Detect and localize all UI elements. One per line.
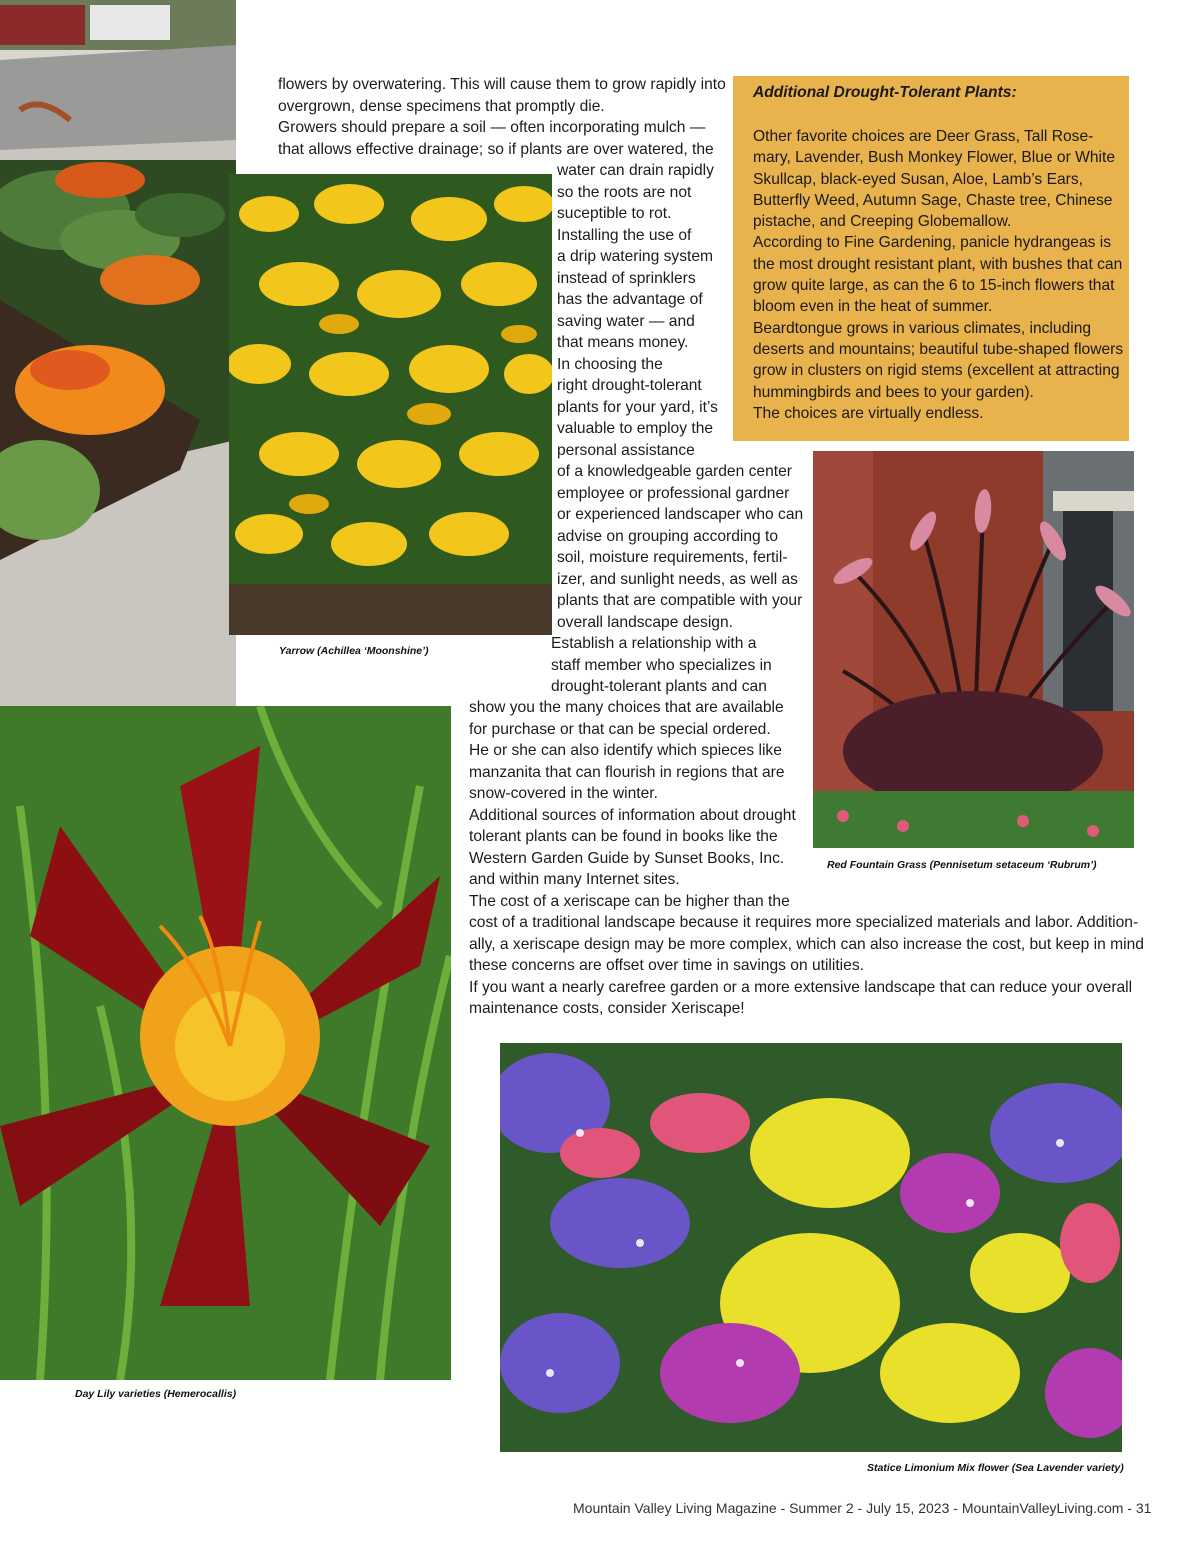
text-line: cost of a traditional landscape because it requires more specialized materials and labor. Addition- xyxy=(469,914,1139,931)
drought-tolerant-sidebar xyxy=(733,76,1129,441)
article-text-mid xyxy=(551,633,772,698)
sidebar-line: pistache, and Creeping Globemallow. xyxy=(753,213,1012,231)
text-line: plants that are compatible with your xyxy=(557,592,803,609)
text-line: overall landscape design. xyxy=(557,613,733,631)
sidebar-body xyxy=(753,126,1123,424)
text-line: izer, and sunlight needs, as well as xyxy=(557,570,798,588)
text-line: water can drain rapidly xyxy=(557,162,714,179)
text-line: Installing the use of xyxy=(557,226,692,244)
text-line: If you want a nearly carefree garden or a more extensive landscape that can reduce your overall xyxy=(469,978,1133,996)
yarrow-photo xyxy=(229,174,552,635)
text-line: show you the many choices that are available xyxy=(469,699,784,716)
text-line: personal assistance xyxy=(557,441,695,459)
text-line: overgrown, dense specimens that promptly die. xyxy=(278,97,605,115)
statice-caption: Statice Limonium Mix flower (Sea Lavender variety) xyxy=(867,1462,1124,1474)
text-line: that allows effective drainage; so if plants are over watered, the xyxy=(278,140,714,158)
text-line: tolerant plants can be found in books like the xyxy=(469,828,778,845)
fountain-grass-caption: Red Fountain Grass (Pennisetum setaceum ‘Rubrum’) xyxy=(827,859,1097,871)
text-line: ally, a xeriscape design may be more complex, which can also increase the cost, but keep in mind xyxy=(469,935,1144,953)
text-line: staff member who specializes in xyxy=(551,656,772,674)
text-line: Growers should prepare a soil — often incorporating mulch — xyxy=(278,119,706,136)
text-line: manzanita that can flourish in regions that are xyxy=(469,763,785,781)
text-line: drought-tolerant plants and can xyxy=(551,678,767,695)
sidebar-line: grow quite large, as can the 6 to 15-inch flowers that xyxy=(753,277,1115,295)
sidebar-line: mary, Lavender, Bush Monkey Flower, Blue or White xyxy=(753,149,1115,167)
text-line: so the roots are not xyxy=(557,183,692,201)
sidebar-line: Beardtongue grows in various climates, including xyxy=(753,319,1092,337)
text-line: advise on grouping according to xyxy=(557,527,779,545)
page-footer: Mountain Valley Living Magazine - Summer 2 - July 15, 2023 - MountainValleyLiving.com - 31 xyxy=(573,1500,1152,1516)
text-line: employee or professional gardner xyxy=(557,484,790,502)
day-lily-photo xyxy=(0,706,451,1380)
sidebar-line: the most drought resistant plant, with bushes that can xyxy=(753,255,1123,273)
text-line: right drought-tolerant xyxy=(557,377,702,394)
sidebar-line: deserts and mountains; beautiful tube-shaped flowers xyxy=(753,340,1124,358)
text-line: these concerns are offset over time in savings on utilities. xyxy=(469,957,864,974)
yarrow-caption: Yarrow (Achillea ‘Moonshine’) xyxy=(279,645,429,657)
statice-photo xyxy=(500,1043,1122,1452)
sidebar-line: According to Fine Gardening, panicle hydrangeas is xyxy=(753,234,1112,252)
text-line: a drip watering system xyxy=(557,248,713,265)
garden-street-photo xyxy=(0,0,236,706)
text-line: snow-covered in the winter. xyxy=(469,785,658,802)
text-line: for purchase or that can be special ordered. xyxy=(469,720,771,738)
sidebar-line: grow in clusters on rigid stems (excellent at attracting xyxy=(753,362,1120,380)
text-line: Western Garden Guide by Sunset Books, Inc. xyxy=(469,849,785,867)
sidebar-line: hummingbirds and bees to your garden). xyxy=(753,383,1034,401)
text-line: The cost of a xeriscape can be higher than the xyxy=(469,892,790,910)
sidebar-line: The choices are virtually endless. xyxy=(753,404,984,422)
sidebar-line: Other favorite choices are Deer Grass, Tall Rose- xyxy=(753,128,1094,145)
text-line: maintenance costs, consider Xeriscape! xyxy=(469,1000,745,1017)
text-line: Additional sources of information about drought xyxy=(469,806,796,824)
text-line: suceptible to rot. xyxy=(557,205,672,222)
text-line: soil, moisture requirements, fertil- xyxy=(557,549,788,566)
text-line: that means money. xyxy=(557,334,689,351)
text-line: He or she can also identify which spieces like xyxy=(469,742,782,759)
article-text-wide xyxy=(469,912,1144,1020)
sidebar-line: bloom even in the heat of summer. xyxy=(753,298,993,316)
text-line: of a knowledgeable garden center xyxy=(557,463,792,480)
day-lily-caption: Day Lily varieties (Hemerocallis) xyxy=(75,1388,237,1400)
sidebar-line: Skullcap, black-eyed Susan, Aloe, Lamb’s Ears, xyxy=(753,170,1083,188)
text-line: and within many Internet sites. xyxy=(469,871,680,888)
text-line: or experienced landscaper who can xyxy=(557,506,804,523)
text-line: instead of sprinklers xyxy=(557,269,696,287)
text-line: plants for your yard, it’s xyxy=(557,398,718,416)
text-line: has the advantage of xyxy=(557,291,703,308)
text-line: flowers by overwatering. This will cause them to grow rapidly into xyxy=(278,76,726,93)
sidebar-title: Additional Drought-Tolerant Plants: xyxy=(753,84,1017,101)
text-line: In choosing the xyxy=(557,355,663,373)
text-line: saving water — and xyxy=(557,312,695,330)
sidebar-line: Butterfly Weed, Autumn Sage, Chaste tree, Chinese xyxy=(753,191,1113,209)
fountain-grass-photo xyxy=(813,451,1134,848)
text-line: Establish a relationship with a xyxy=(551,635,757,652)
article-text-lower xyxy=(469,697,796,912)
text-line: valuable to employ the xyxy=(557,420,714,437)
article-text-top xyxy=(278,74,726,160)
